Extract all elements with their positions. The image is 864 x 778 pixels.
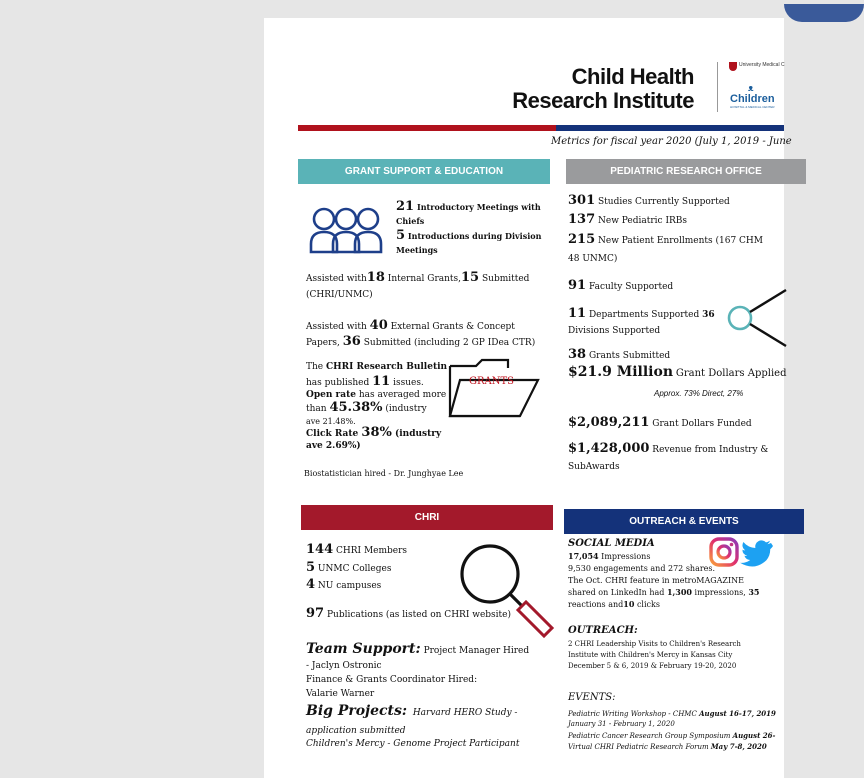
events-label: EVENTS: (568, 692, 616, 703)
dollars-applied-note: Approx. 73% Direct, 27% (654, 389, 744, 398)
share-network-icon (726, 280, 786, 350)
team-support-line4: Valarie Warner (306, 689, 375, 699)
linkedin-stats: shared on LinkedIn had 1,300 impressions, 35 (568, 587, 760, 597)
division-intros: 5 Introductions during Division (396, 228, 542, 243)
event-writing-workshop: Pediatric Writing Workshop - CHMC August 16-17, 2019 (568, 709, 776, 718)
publications: 97 Publications (as listed on CHRI website) (306, 606, 511, 621)
external-grants-line2: Papers, 36 Submitted (including 2 GP IDea CTR) (306, 334, 536, 349)
open-rate-industry: ave 21.48%. (306, 417, 356, 426)
engagements: 9,530 engagements and 272 shares. (568, 564, 716, 573)
social-media-label: SOCIAL MEDIA (568, 538, 655, 549)
twitter-icon[interactable] (742, 540, 772, 566)
new-enrollments: 215 New Patient Enrollments (167 CHM (568, 232, 763, 247)
infographic-page (264, 18, 792, 778)
industry-revenue: $1,428,000 Revenue from Industry & (568, 441, 769, 456)
team-support-line3: Finance & Grants Coordinator Hired: (306, 675, 478, 685)
event-cancer-symposium: Pediatric Cancer Research Group Symposium August 26- (568, 731, 776, 740)
outreach-line1: 2 CHRI Leadership Visits to Children's Research (568, 640, 741, 648)
nu-campuses: 4 NU campuses (306, 577, 382, 592)
instagram-icon[interactable] (708, 536, 740, 568)
header-title-line2: Research Institute (512, 88, 694, 113)
departments-supported: 11 Departments Supported 36 (568, 306, 715, 321)
magnifying-glass-icon (456, 540, 556, 650)
blue-rule (556, 125, 784, 131)
um-logo: University Medical C (729, 62, 789, 71)
outreach-line3: December 5 & 6, 2019 & February 19-20, 2020 (568, 662, 737, 670)
new-enrollments-line2: 48 UNMC) (568, 254, 618, 264)
big-projects-line3: Children's Mercy - Genome Project Participant (306, 739, 520, 749)
section-bar-outreach: OUTREACH & EVENTS (564, 509, 804, 534)
red-rule (298, 125, 556, 131)
metrics-line: Metrics for fiscal year 2020 (July 1, 2019 - June (551, 136, 792, 147)
top-decoration (784, 4, 864, 22)
childrens-logo: ᴥ Children HOSPITAL & MEDICAL CENTER (730, 83, 775, 109)
intro-meetings-line2: Chiefs (396, 216, 425, 226)
event-research-forum: Virtual CHRI Pediatric Research Forum May 7-8, 2020 (568, 742, 767, 751)
click-rate-line1: Click Rate 38% (industry (306, 425, 442, 440)
studies-supported: 301 Studies Currently Supported (568, 193, 730, 208)
big-projects: Big Projects: Harvard HERO Study - (306, 703, 518, 719)
team-support-line2: - Jaclyn Ostronic (306, 661, 382, 671)
faculty-supported: 91 Faculty Supported (568, 278, 674, 293)
childrens-logo-mark: ᴥ (748, 83, 754, 93)
click-rate-industry: ave 2.69%) (306, 441, 361, 451)
header-separator (717, 62, 718, 112)
section-bar-pediatric-research: PEDIATRIC RESEARCH OFFICE (566, 159, 806, 184)
section-bar-grant-support: GRANT SUPPORT & EDUCATION (298, 159, 550, 184)
unmc-colleges: 5 UNMC Colleges (306, 560, 392, 575)
linkedin-reactions: reactions and10 clicks (568, 599, 660, 609)
external-grants: Assisted with 40 External Grants & Concept (306, 318, 515, 333)
big-projects-line2: application submitted (306, 726, 406, 736)
shield-icon (729, 62, 737, 71)
folder-label: GRANTS (469, 376, 515, 387)
section-bar-chri: CHRI (301, 505, 553, 530)
internal-grants-line2: (CHRI/UNMC) (306, 290, 373, 300)
divisions-supported: Divisions Supported (568, 326, 661, 336)
chri-members: 144 CHRI Members (306, 542, 408, 557)
header-title-line1: Child Health (571, 64, 694, 89)
bulletin-line1: The CHRI Research Bulletin (306, 362, 448, 372)
people-group-icon (308, 204, 384, 256)
bulletin-line2: has published 11 issues. (306, 374, 424, 389)
biostatistician-hired: Biostatistician hired - Dr. Junghyae Lee (304, 469, 464, 478)
division-intros-line2: Meetings (396, 245, 438, 255)
impressions: 17,054 Impressions (568, 551, 651, 561)
intro-meetings: 21 Introductory Meetings with (396, 199, 541, 214)
industry-revenue-line2: SubAwards (568, 462, 620, 472)
new-irbs: 137 New Pediatric IRBs (568, 212, 688, 227)
metro-feature: The Oct. CHRI feature in metroMAGAZINE (568, 576, 744, 585)
grants-submitted: 38 Grants Submitted (568, 347, 671, 362)
open-rate-line2: than 45.38% (industry (306, 400, 427, 415)
dollars-funded: $2,089,211 Grant Dollars Funded (568, 415, 752, 430)
open-rate-line1: Open rate has averaged more (306, 390, 447, 400)
internal-grants: Assisted with18 Internal Grants,15 Submitted (306, 270, 530, 285)
team-support: Team Support: Project Manager Hired (306, 641, 530, 657)
dollars-applied: $21.9 Million Grant Dollars Applied (568, 364, 787, 380)
outreach-line2: Institute with Children's Mercy in Kansas City (568, 651, 733, 659)
event-writing-workshop-line2: January 31 - February 1, 2020 (568, 720, 675, 728)
outreach-label: OUTREACH: (568, 625, 638, 636)
folder-icon (446, 358, 542, 420)
